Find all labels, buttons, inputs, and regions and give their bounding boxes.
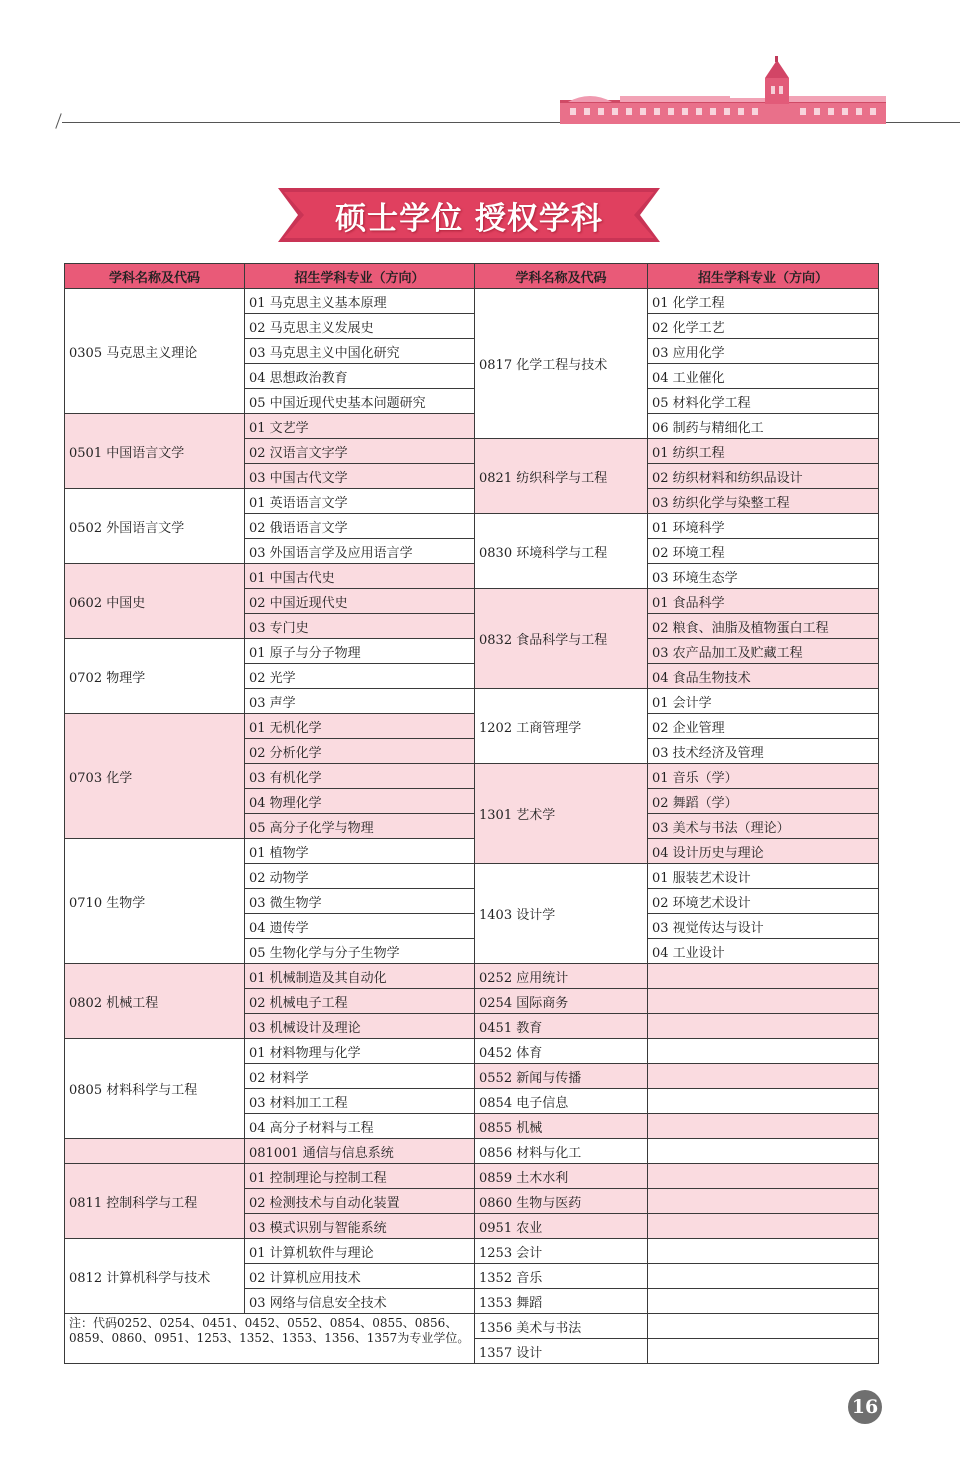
major-cell: 02 计算机应用技术 [245, 1264, 475, 1289]
discipline-cell: 0821 纺织科学与工程 [475, 439, 648, 514]
empty-cell [648, 1139, 879, 1164]
professional-degree-cell: 1353 舞蹈 [475, 1289, 648, 1314]
header-discipline-left: 学科名称及代码 [65, 264, 245, 289]
professional-degree-cell: 0855 机械 [475, 1114, 648, 1139]
header-major-left: 招生学科专业（方向） [245, 264, 475, 289]
professional-degree-cell: 0451 教育 [475, 1014, 648, 1039]
major-cell: 04 工业设计 [648, 939, 879, 964]
empty-cell [648, 1289, 879, 1314]
degree-table [64, 263, 879, 1364]
table-row [65, 714, 879, 739]
major-cell: 01 机械制造及其自动化 [245, 964, 475, 989]
discipline-cell: 0501 中国语言文学 [65, 414, 245, 489]
major-cell: 01 环境科学 [648, 514, 879, 539]
professional-degree-cell: 1352 音乐 [475, 1264, 648, 1289]
table-row [65, 564, 879, 589]
major-cell: 02 环境艺术设计 [648, 889, 879, 914]
major-cell: 02 舞蹈（学） [648, 789, 879, 814]
major-cell: 02 汉语言文字学 [245, 439, 475, 464]
major-cell: 01 植物学 [245, 839, 475, 864]
major-cell: 02 动物学 [245, 864, 475, 889]
major-cell: 02 检测技术与自动化装置 [245, 1189, 475, 1214]
major-cell: 04 高分子材料与工程 [245, 1114, 475, 1139]
major-cell: 03 应用化学 [648, 339, 879, 364]
major-cell: 03 微生物学 [245, 889, 475, 914]
major-cell: 02 纺织材料和纺织品设计 [648, 464, 879, 489]
discipline-cell: 0832 食品科学与工程 [475, 589, 648, 689]
major-cell: 03 外国语言学及应用语言学 [245, 539, 475, 564]
major-cell: 06 制药与精细化工 [648, 414, 879, 439]
footnote: 注：代码0252、0254、0451、0452、0552、0854、0855、0856、0859、0860、0951、1253、1352、1353、1356、1357为专业学位。 [65, 1314, 475, 1364]
major-cell: 03 声学 [245, 689, 475, 714]
discipline-cell: 0805 材料科学与工程 [65, 1039, 245, 1139]
major-cell: 01 无机化学 [245, 714, 475, 739]
major-cell: 01 食品科学 [648, 589, 879, 614]
empty-cell [648, 1164, 879, 1189]
table-row [65, 1164, 879, 1189]
discipline-cell: 0710 生物学 [65, 839, 245, 964]
major-cell: 01 马克思主义基本原理 [245, 289, 475, 314]
major-cell: 02 粮食、油脂及植物蛋白工程 [648, 614, 879, 639]
major-cell: 01 服装艺术设计 [648, 864, 879, 889]
professional-degree-cell: 0859 土木水利 [475, 1164, 648, 1189]
table-header-row [65, 264, 879, 289]
empty-cell [648, 1189, 879, 1214]
empty-cell [648, 1089, 879, 1114]
major-cell: 01 英语语言文学 [245, 489, 475, 514]
table-row [65, 489, 879, 514]
major-cell: 02 中国近现代史 [245, 589, 475, 614]
professional-degree-cell: 0951 农业 [475, 1214, 648, 1239]
table-row [65, 1239, 879, 1264]
major-cell: 04 遗传学 [245, 914, 475, 939]
major-cell: 03 模式识别与智能系统 [245, 1214, 475, 1239]
page-number: 16 [848, 1390, 882, 1424]
major-cell: 04 思想政治教育 [245, 364, 475, 389]
major-cell: 04 食品生物技术 [648, 664, 879, 689]
major-cell: 01 会计学 [648, 689, 879, 714]
major-cell: 03 视觉传达与设计 [648, 914, 879, 939]
major-cell: 04 设计历史与理论 [648, 839, 879, 864]
empty-cell [648, 1214, 879, 1239]
table-row [65, 414, 879, 439]
table-row [65, 289, 879, 314]
empty-cell [648, 1264, 879, 1289]
discipline-cell: 0830 环境科学与工程 [475, 514, 648, 589]
professional-degree-cell: 0860 生物与医药 [475, 1189, 648, 1214]
professional-degree-cell: 0254 国际商务 [475, 989, 648, 1014]
major-cell: 03 美术与书法（理论） [648, 814, 879, 839]
major-cell: 02 机械电子工程 [245, 989, 475, 1014]
empty-cell [648, 964, 879, 989]
discipline-cell [65, 1139, 245, 1164]
major-cell: 03 技术经济及管理 [648, 739, 879, 764]
page-title: 硕士学位 授权学科 [335, 200, 603, 237]
major-cell: 02 光学 [245, 664, 475, 689]
major-cell: 03 马克思主义中国化研究 [245, 339, 475, 364]
discipline-cell: 1301 艺术学 [475, 764, 648, 864]
discipline-cell: 0817 化学工程与技术 [475, 289, 648, 439]
major-cell: 04 工业催化 [648, 364, 879, 389]
professional-degree-cell: 1357 设计 [475, 1339, 648, 1364]
discipline-cell: 0802 机械工程 [65, 964, 245, 1039]
professional-degree-cell: 0552 新闻与传播 [475, 1064, 648, 1089]
professional-degree-cell: 0252 应用统计 [475, 964, 648, 989]
professional-degree-cell: 0856 材料与化工 [475, 1139, 648, 1164]
discipline-cell: 0812 计算机科学与技术 [65, 1239, 245, 1314]
discipline-cell: 0702 物理学 [65, 639, 245, 714]
table-row [65, 1139, 879, 1164]
major-cell: 03 中国古代文学 [245, 464, 475, 489]
table-row [65, 1314, 879, 1339]
header-major-right: 招生学科专业（方向） [648, 264, 879, 289]
discipline-cell: 1202 工商管理学 [475, 689, 648, 764]
discipline-cell: 0602 中国史 [65, 564, 245, 639]
professional-degree-cell: 0854 电子信息 [475, 1089, 648, 1114]
table-body [65, 289, 879, 1364]
header-discipline-right: 学科名称及代码 [475, 264, 648, 289]
major-cell: 02 分析化学 [245, 739, 475, 764]
major-cell: 03 农产品加工及贮藏工程 [648, 639, 879, 664]
major-cell: 02 企业管理 [648, 714, 879, 739]
major-cell: 01 中国古代史 [245, 564, 475, 589]
major-cell: 03 纺织化学与染整工程 [648, 489, 879, 514]
empty-cell [648, 1239, 879, 1264]
major-cell: 01 原子与分子物理 [245, 639, 475, 664]
major-cell: 02 材料学 [245, 1064, 475, 1089]
discipline-cell: 0305 马克思主义理论 [65, 289, 245, 414]
major-cell: 081001 通信与信息系统 [245, 1139, 475, 1164]
empty-cell [648, 1039, 879, 1064]
major-cell: 01 文艺学 [245, 414, 475, 439]
major-cell: 01 材料物理与化学 [245, 1039, 475, 1064]
major-cell: 01 化学工程 [648, 289, 879, 314]
major-cell: 03 专门史 [245, 614, 475, 639]
discipline-cell: 0703 化学 [65, 714, 245, 839]
discipline-cell: 1403 设计学 [475, 864, 648, 964]
empty-cell [648, 989, 879, 1014]
major-cell: 05 材料化学工程 [648, 389, 879, 414]
header-rule-tick [55, 113, 61, 128]
discipline-cell: 0502 外国语言文学 [65, 489, 245, 564]
major-cell: 03 有机化学 [245, 764, 475, 789]
major-cell: 01 计算机软件与理论 [245, 1239, 475, 1264]
major-cell: 04 物理化学 [245, 789, 475, 814]
major-cell: 03 机械设计及理论 [245, 1014, 475, 1039]
professional-degree-cell: 1356 美术与书法 [475, 1314, 648, 1339]
major-cell: 03 材料加工工程 [245, 1089, 475, 1114]
empty-cell [648, 1339, 879, 1364]
major-cell: 05 中国近现代史基本问题研究 [245, 389, 475, 414]
table-row [65, 964, 879, 989]
empty-cell [648, 1064, 879, 1089]
major-cell: 01 纺织工程 [648, 439, 879, 464]
empty-cell [648, 1114, 879, 1139]
professional-degree-cell: 1253 会计 [475, 1239, 648, 1264]
professional-degree-cell: 0452 体育 [475, 1039, 648, 1064]
major-cell: 03 网络与信息安全技术 [245, 1289, 475, 1314]
table-row [65, 839, 879, 864]
major-cell: 01 控制理论与控制工程 [245, 1164, 475, 1189]
major-cell: 02 马克思主义发展史 [245, 314, 475, 339]
major-cell: 02 环境工程 [648, 539, 879, 564]
table-row [65, 1039, 879, 1064]
major-cell: 02 俄语语言文学 [245, 514, 475, 539]
empty-cell [648, 1014, 879, 1039]
major-cell: 01 音乐（学） [648, 764, 879, 789]
campus-building-illustration [560, 56, 886, 124]
empty-cell [648, 1314, 879, 1339]
major-cell: 05 生物化学与分子生物学 [245, 939, 475, 964]
table-row [65, 639, 879, 664]
major-cell: 02 化学工艺 [648, 314, 879, 339]
major-cell: 03 环境生态学 [648, 564, 879, 589]
discipline-cell: 0811 控制科学与工程 [65, 1164, 245, 1239]
major-cell: 05 高分子化学与物理 [245, 814, 475, 839]
